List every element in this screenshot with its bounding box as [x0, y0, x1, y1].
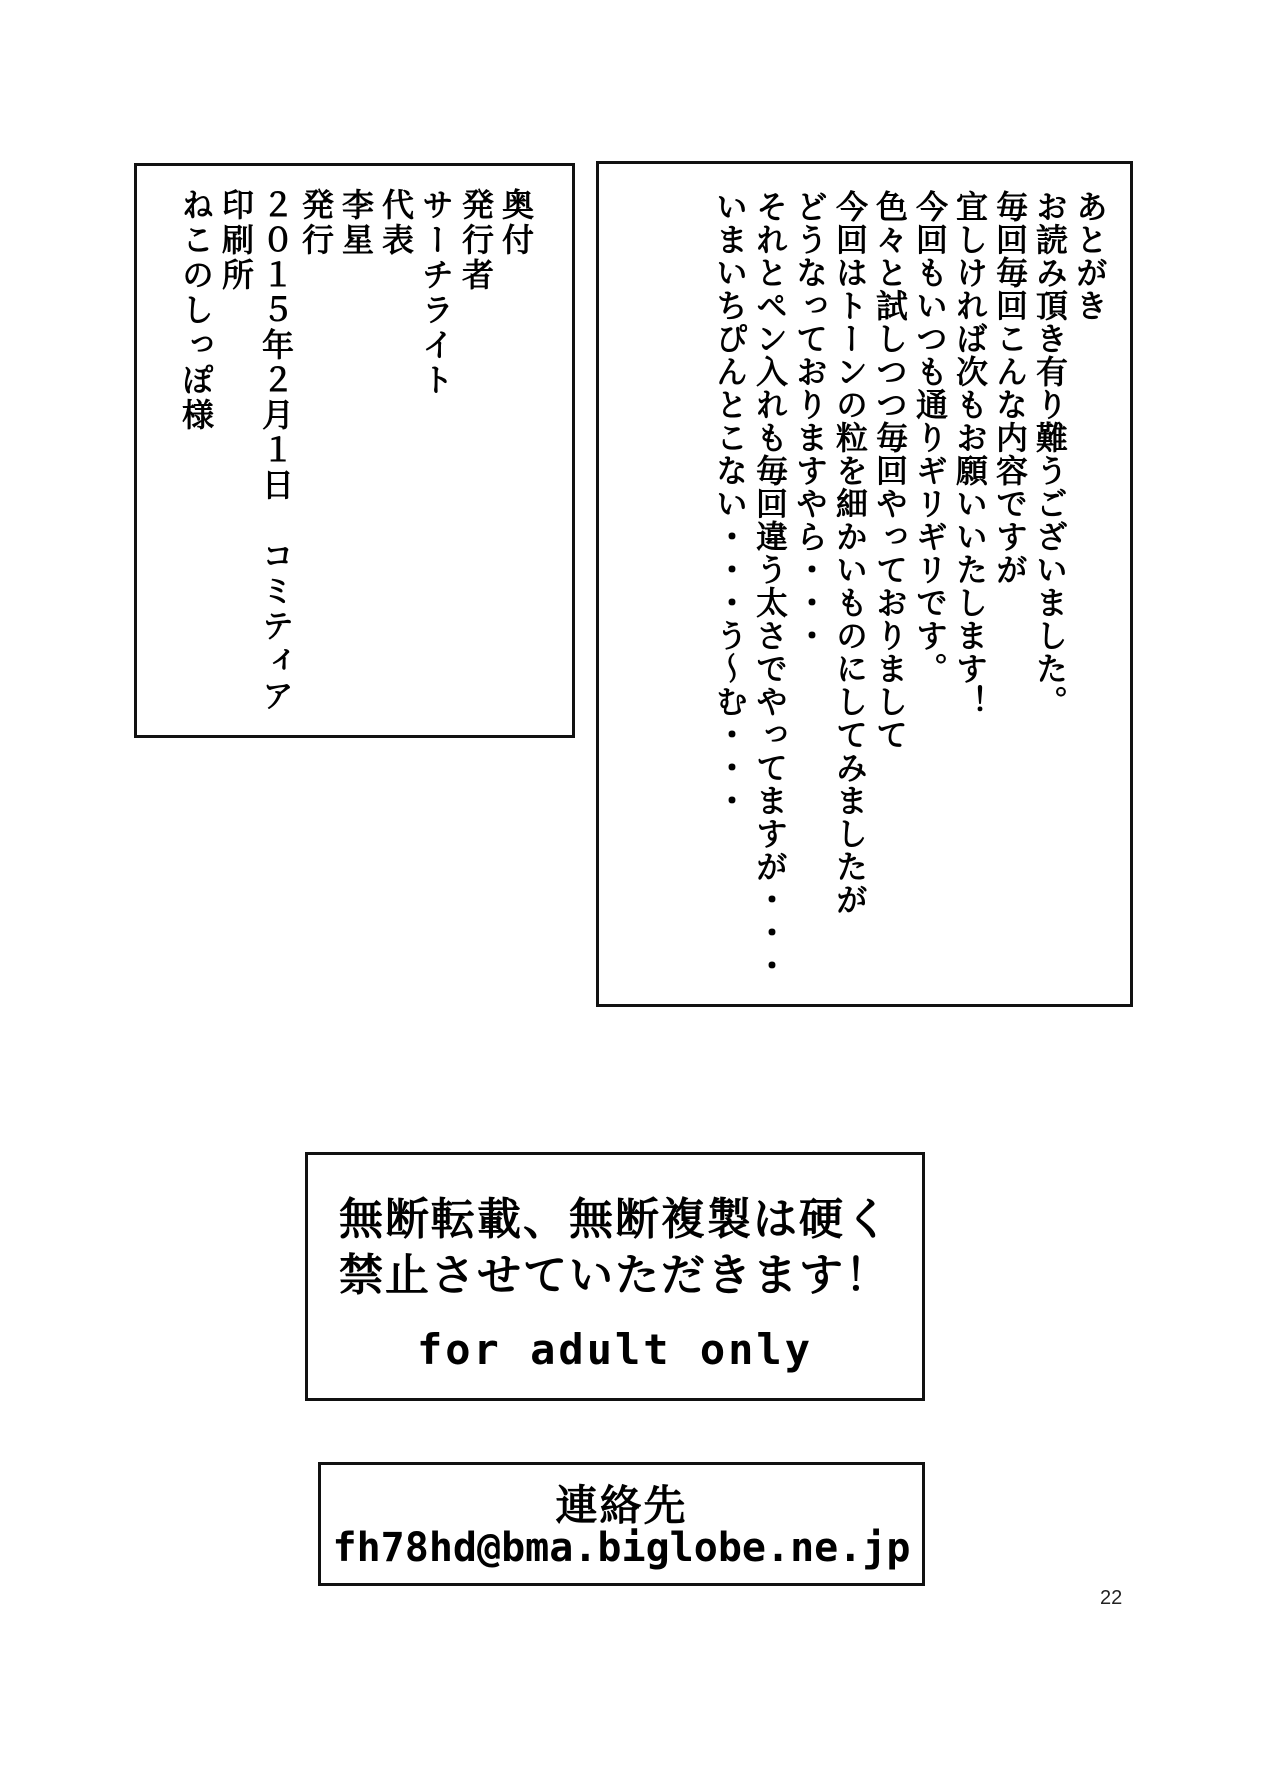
- issue-label: 発行: [297, 188, 335, 258]
- issue-date-line: [256, 188, 296, 714]
- afterword-heading: あとがき: [1071, 190, 1109, 322]
- printer-name: ねこのしっぽ様: [177, 188, 215, 433]
- contact-title: 連絡先: [555, 1481, 688, 1530]
- issue-line: [296, 188, 336, 714]
- notice-line-2: 禁止させていただきます！: [339, 1250, 891, 1301]
- printer-label: 印刷所: [217, 188, 255, 293]
- contact-email: fh78hd@bma.biglobe.ne.jp: [332, 1525, 911, 1571]
- afterword-line: 今回はトーンの粒を細かいものにしてみましたが: [831, 190, 869, 916]
- colophon-box: [134, 163, 575, 738]
- afterword-line: お読み頂き有り難うございました。: [1031, 190, 1069, 718]
- publisher-label: 発行者: [457, 188, 495, 293]
- afterword-line: 毎回毎回こんな内容ですが: [991, 190, 1029, 586]
- issue-event: コミティア: [257, 539, 295, 714]
- notice-line-1: 無断転載、無断複製は硬く: [339, 1194, 891, 1245]
- contact-box: [318, 1462, 925, 1586]
- colophon-heading: 奥付: [497, 188, 535, 258]
- afterword-line: どうなっておりますやら・・・: [791, 190, 829, 652]
- afterword-line: 宜しければ次もお願いいたします！: [951, 190, 989, 718]
- page-number: 22: [1100, 1587, 1123, 1609]
- adult-only-notice: for adult only: [416, 1325, 813, 1374]
- publisher-name: サーチライト: [417, 188, 455, 398]
- afterword-line: 色々と試しつつ毎回やっておりまして: [871, 190, 909, 751]
- issue-date: ２０１５年２月１日: [257, 188, 295, 503]
- afterword-line: それとペン入れも毎回違う太さでやってますが・・・: [751, 190, 789, 982]
- afterword-line: いまいちぴんとこない・・・う～む・・・: [711, 190, 749, 817]
- afterword-box: [596, 161, 1133, 1007]
- afterword-line: 今回もいつも通りギリギリです。: [911, 190, 949, 685]
- representative-name: 李星: [337, 188, 375, 258]
- representative-label: 代表: [377, 188, 415, 258]
- reproduction-notice-box: [305, 1152, 925, 1401]
- colophon-text: [176, 188, 536, 714]
- afterword-text: [710, 190, 1110, 982]
